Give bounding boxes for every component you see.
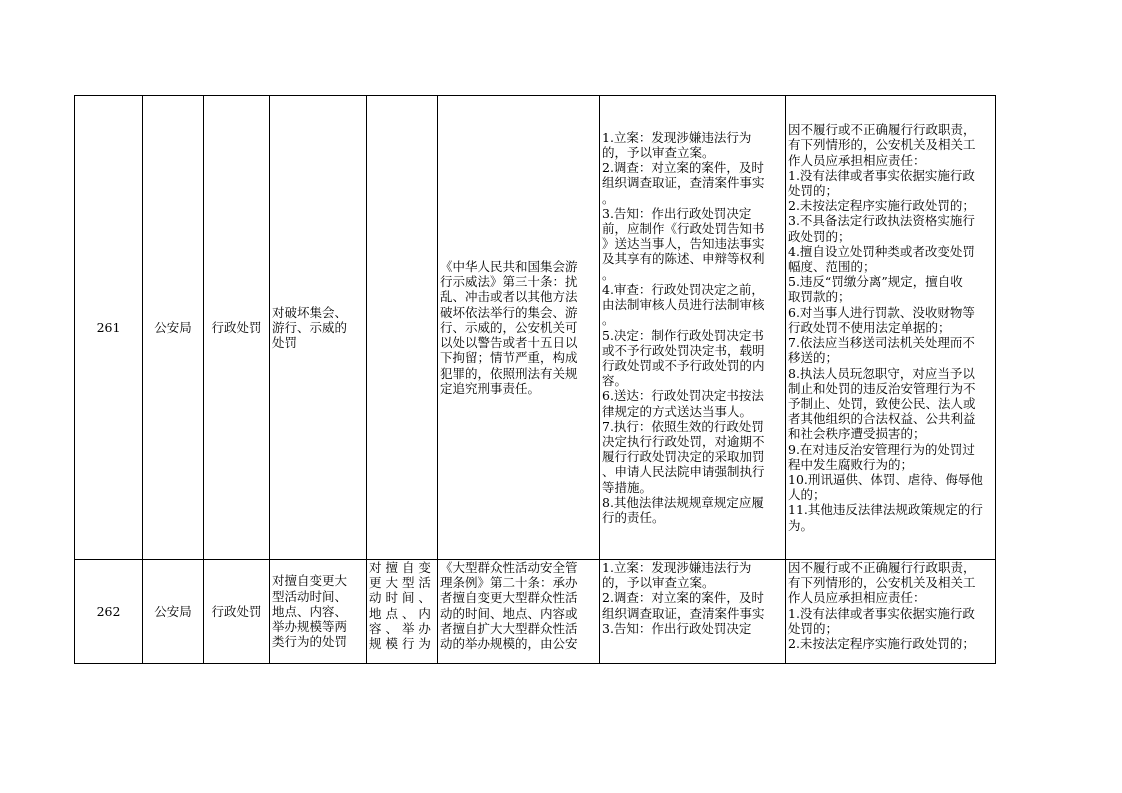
text-line: 移送的； bbox=[788, 350, 839, 366]
text-line: 破坏依法举行的集会、游 bbox=[440, 304, 578, 320]
sub-item-cell bbox=[367, 96, 438, 560]
text-line: 容。 bbox=[602, 373, 628, 389]
text-line: 更 大 型 活 bbox=[369, 575, 431, 591]
department-cell: 公安局 bbox=[143, 96, 204, 560]
text-line: 取罚款的； bbox=[788, 289, 851, 305]
text-line: 律规定的方式送达当事人。 bbox=[602, 403, 753, 419]
text-line: 前，应制作《行政处罚告知书 bbox=[602, 221, 765, 237]
text-line: 决定执行行政处罚，对逾期不 bbox=[602, 433, 765, 449]
text-line: 7.依法应当移送司法机关处理而不 bbox=[788, 335, 975, 351]
sub-item-cell bbox=[367, 560, 438, 664]
text-line: 3.告知：作出行政处罚决定 bbox=[602, 205, 752, 221]
text-line: 履行行政处罚决定的采取加罚 bbox=[602, 449, 765, 465]
duty-cell bbox=[600, 96, 786, 560]
text-line: 组织调查取证，查清案件事实 bbox=[602, 175, 765, 191]
text-line: 或不予行政处罚决定书，载明 bbox=[602, 342, 765, 358]
text-line: 地 点 、 内 bbox=[369, 605, 431, 621]
legal-basis-cell bbox=[438, 560, 600, 664]
text-line: 1.没有法律或者事实依据实施行政 bbox=[788, 167, 975, 183]
text-line: 游行、示威的 bbox=[272, 319, 348, 335]
text-line: 1.立案：发现涉嫌违法行为 bbox=[602, 129, 752, 145]
text-line: 有下列情形的，公安机关及相关工 bbox=[788, 137, 976, 153]
text-line: 行政处罚或不予行政处罚的内 bbox=[602, 357, 765, 373]
text-line: 等措施。 bbox=[602, 479, 653, 495]
text-line: 11.其他违反法律法规政策规定的行 bbox=[788, 502, 983, 518]
text-line: 作人员应承担相应责任： bbox=[788, 152, 926, 168]
text-line: 7.执行：依照生效的行政处罚 bbox=[602, 418, 764, 434]
power-type-cell: 行政处罚 bbox=[204, 560, 270, 664]
text-line: 人的； bbox=[788, 487, 826, 503]
text-line: 地点、内容、 bbox=[272, 603, 348, 619]
text-line: 9.在对违反治安管理行为的处罚过 bbox=[788, 441, 975, 457]
text-line: 5.违反“罚缴分离”规定，擅自收 bbox=[788, 274, 963, 290]
text-line: 程中发生腐败行为的； bbox=[788, 456, 914, 472]
text-line: 理条例》第二十条：承办 bbox=[440, 575, 578, 591]
text-line: 组织调查取证，查清案件事实 bbox=[602, 605, 765, 621]
text-line: 者擅自扩大大型群众性活 bbox=[440, 620, 578, 636]
text-line: 。 bbox=[602, 266, 615, 282]
text-line: 3.不具备法定行政执法资格实施行 bbox=[788, 213, 975, 229]
power-type-cell: 行政处罚 bbox=[204, 96, 270, 560]
text-line: 类行为的处罚 bbox=[272, 634, 348, 650]
text-line: 行示威法》第三十条：扰 bbox=[440, 274, 578, 290]
text-line: 的，予以审查立案。 bbox=[602, 575, 715, 591]
department-cell: 公安局 bbox=[143, 560, 204, 664]
text-line: 1.立案：发现涉嫌违法行为 bbox=[602, 560, 752, 575]
text-line: 对破坏集会、 bbox=[272, 304, 348, 320]
text-line: 幅度、范围的； bbox=[788, 259, 876, 275]
text-line: 《中华人民共和国集会游 bbox=[440, 259, 578, 275]
text-line: 和社会秩序遭受损害的； bbox=[788, 426, 926, 442]
text-line: 》送达当事人，告知违法事实 bbox=[602, 236, 765, 252]
table-row bbox=[75, 560, 996, 664]
text-line: 5.决定：制作行政处罚决定书 bbox=[602, 327, 764, 343]
text-line: 及其享有的陈述、申辩等权利 bbox=[602, 251, 765, 267]
liability-cell bbox=[786, 96, 996, 560]
text-line: 10.刑讯逼供、体罚、虐待、侮辱他 bbox=[788, 471, 983, 487]
text-line: 犯罪的，依照刑法有关规 bbox=[440, 365, 578, 381]
text-line: 2.调查：对立案的案件，及时 bbox=[602, 160, 764, 176]
text-line: 因不履行或不正确履行行政职责， bbox=[788, 122, 976, 138]
text-line: 规 模 行 为 bbox=[369, 636, 431, 652]
text-line: 定追究刑事责任。 bbox=[440, 380, 541, 396]
text-line: 动的时间、地点、内容或 bbox=[440, 605, 578, 621]
text-line: 制止和处罚的违反治安管理行为不 bbox=[788, 380, 976, 396]
text-line: 2.调查：对立案的案件，及时 bbox=[602, 590, 764, 606]
text-line: 对擅自变更大 bbox=[272, 573, 348, 589]
text-line: 动的举办规模的，由公安 bbox=[440, 636, 578, 652]
document-sheet bbox=[74, 95, 996, 664]
text-line: 6.送达：行政处罚决定书按法 bbox=[602, 388, 764, 404]
text-line: 动 时 间 、 bbox=[369, 590, 431, 606]
text-line: 者其他组织的合法权益、公共利益 bbox=[788, 411, 976, 427]
text-line: 处罚 bbox=[272, 335, 298, 351]
row-number: 261 bbox=[75, 96, 143, 560]
item-name-cell bbox=[270, 96, 367, 560]
text-line: 予制止、处罚，致使公民、法人或 bbox=[788, 395, 976, 411]
text-line: 型活动时间、 bbox=[272, 588, 348, 604]
text-line: 有下列情形的，公安机关及相关工 bbox=[788, 575, 976, 591]
text-line: 下拘留；情节严重，构成 bbox=[440, 350, 578, 366]
text-line: 4.擅自设立处罚种类或者改变处罚 bbox=[788, 243, 975, 259]
text-line: 。 bbox=[602, 312, 615, 328]
text-line: 由法制审核人员进行法制审核 bbox=[602, 297, 765, 313]
text-line: 行的责任。 bbox=[602, 509, 665, 525]
duty-cell bbox=[600, 560, 786, 664]
text-line: 政处罚的； bbox=[788, 228, 851, 244]
text-line: 举办规模等两 bbox=[272, 619, 348, 635]
text-line: 行、示威的，公安机关可 bbox=[440, 319, 578, 335]
text-line: 8.其他法律法规规章规定应履 bbox=[602, 494, 764, 510]
text-line: 2.未按法定程序实施行政处罚的； bbox=[788, 636, 975, 652]
text-line: 3.告知：作出行政处罚决定 bbox=[602, 620, 752, 636]
text-line: 容 、 举 办 bbox=[369, 620, 431, 636]
text-line: 《大型群众性活动安全管 bbox=[440, 560, 578, 575]
text-line: 2.未按法定程序实施行政处罚的； bbox=[788, 198, 975, 214]
text-line: 的，予以审查立案。 bbox=[602, 145, 715, 161]
text-line: 对 擅 自 变 bbox=[369, 560, 431, 575]
text-line: 处罚的； bbox=[788, 620, 839, 636]
text-line: 为。 bbox=[788, 517, 814, 533]
text-line: 、申请人民法院申请强制执行 bbox=[602, 464, 765, 480]
legal-basis-cell bbox=[438, 96, 600, 560]
item-name-cell bbox=[270, 560, 367, 664]
text-line: 8.执法人员玩忽职守，对应当予以 bbox=[788, 365, 975, 381]
text-line: 以处以警告或者十五日以 bbox=[440, 335, 578, 351]
text-line: 4.审查：行政处罚决定之前， bbox=[602, 281, 764, 297]
row-number: 262 bbox=[75, 560, 143, 664]
text-line: 因不履行或不正确履行行政职责， bbox=[788, 560, 976, 575]
text-line: 乱、冲击或者以其他方法 bbox=[440, 289, 578, 305]
table-row bbox=[75, 96, 996, 560]
liability-cell bbox=[786, 560, 996, 664]
text-line: 。 bbox=[602, 190, 615, 206]
text-line: 作人员应承担相应责任： bbox=[788, 590, 926, 606]
text-line: 处罚的； bbox=[788, 183, 839, 199]
responsibility-table bbox=[74, 95, 996, 664]
text-line: 1.没有法律或者事实依据实施行政 bbox=[788, 605, 975, 621]
text-line: 者擅自变更大型群众性活 bbox=[440, 590, 578, 606]
text-line: 6.对当事人进行罚款、没收财物等 bbox=[788, 304, 975, 320]
text-line: 行政处罚不使用法定单据的； bbox=[788, 319, 951, 335]
